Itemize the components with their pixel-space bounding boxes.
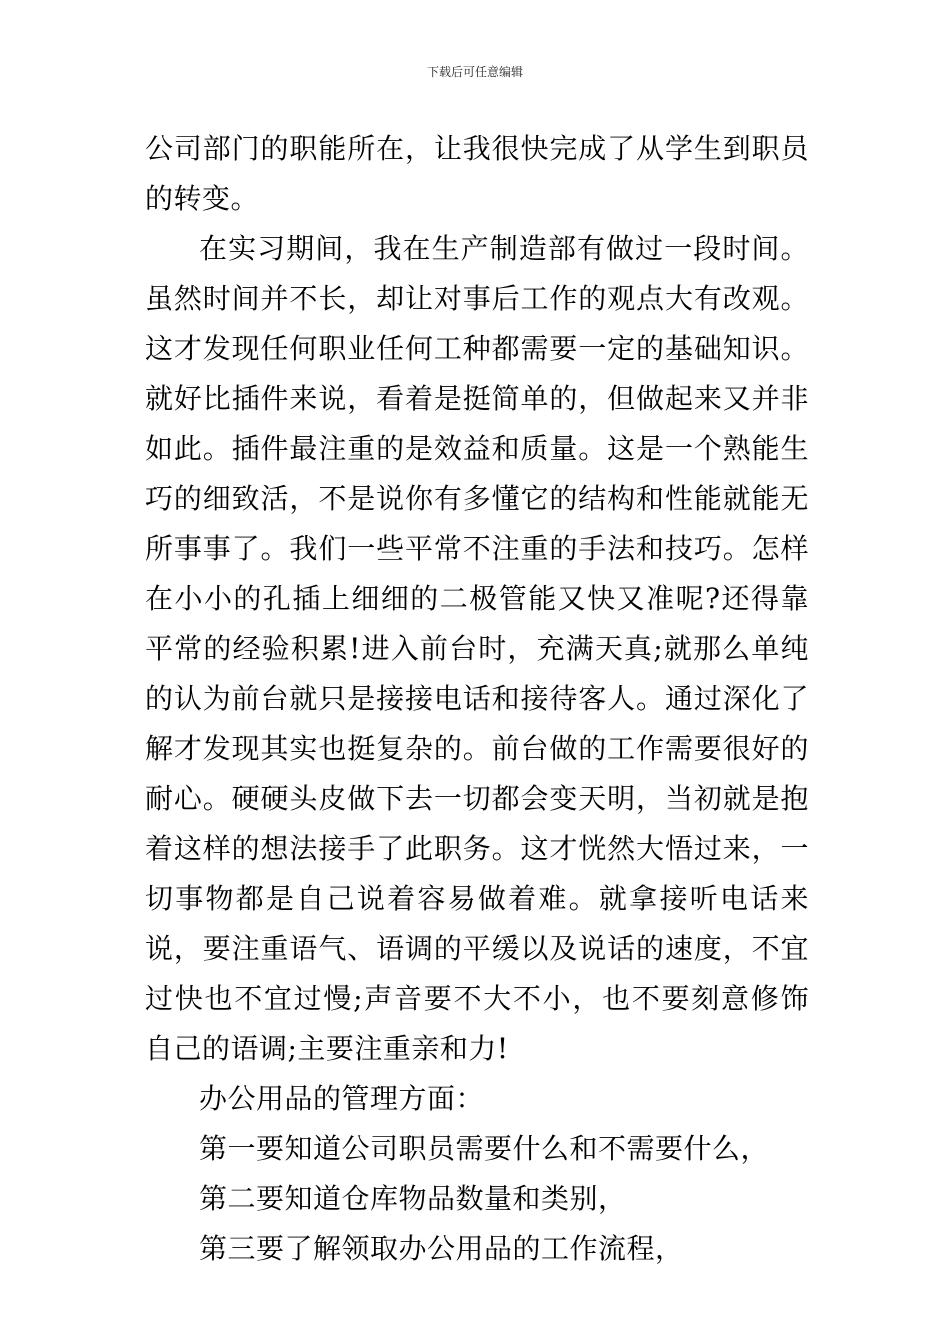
page-header: 下载后可任意编辑 — [426, 65, 523, 79]
body-text — [145, 124, 809, 1274]
list-item-third: 第三要了解领取办公用品的工作流程， — [199, 1232, 684, 1265]
list-item-first: 第一要知道公司职员需要什么和不需要什么， — [199, 1132, 770, 1165]
list-item-second: 第二要知道仓库物品数量和类别， — [199, 1182, 627, 1215]
paragraph-continuation: 公司部门的职能所在，让我很快完成了从学生到职员的转变。 — [145, 132, 809, 215]
paragraph-office-supplies-heading: 办公用品的管理方面： — [199, 1082, 485, 1115]
paragraph-internship: 在实习期间，我在生产制造部有做过一段时间。虽然时间并不长，却让对事后工作的观点大有改观。这才发现任何职业任何工种都需要一定的基础知识。就好比插件来说，看着是挺简单的，但做起来又并非如此。插件最注重的是效益和质量。这是一个熟能生巧的细致活，不是说你有多懂它的结构和性能就能无所事事了。我们一些平常不注重的手法和技巧。怎样在小小的孔插上细细的二极管能又快又准呢?还得靠平常的经验积累!进入前台时，充满天真;就那么单纯的认为前台就只是接接电话和接待客人。通过深化了解才发现其实也挺复杂的。前台做的工作需要很好的耐心。硬硬头皮做下去一切都会变天明，当初就是抱着这样的想法接手了此职务。这才恍然大悟过来，一切事物都是自己说着容易做着难。就拿接听电话来说，要注重语气、语调的平缓以及说话的速度，不宜过快也不宜过慢;声音要不大不小，也不要刻意修饰自己的语调;主要注重亲和力! — [145, 232, 809, 1065]
